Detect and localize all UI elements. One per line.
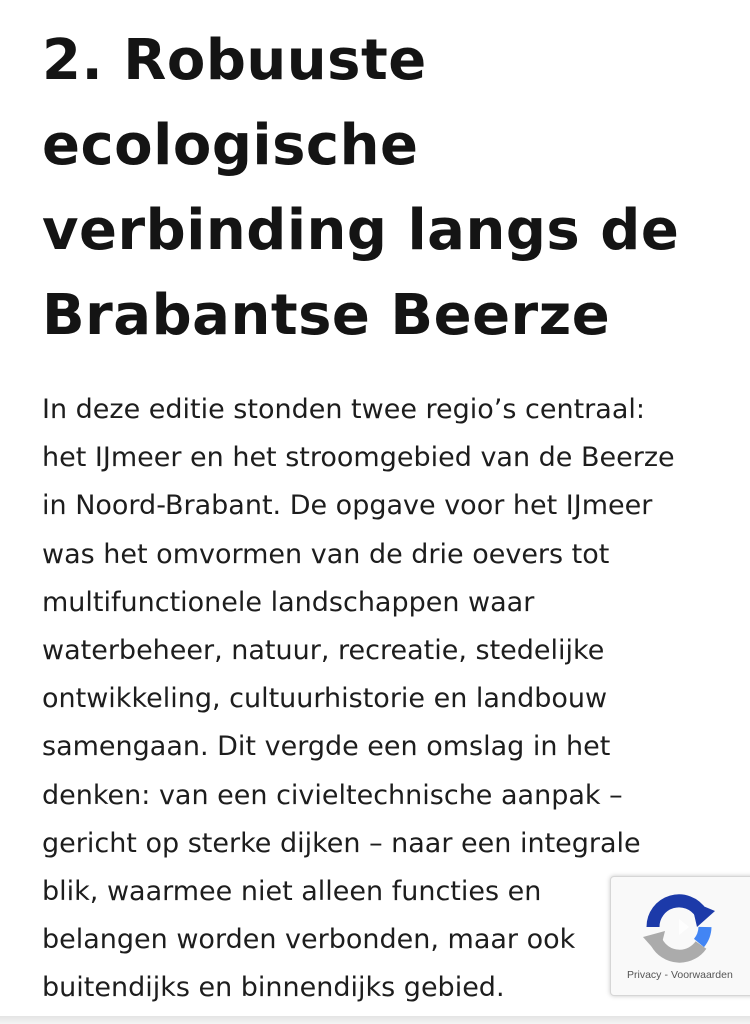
links-separator: - xyxy=(664,969,668,981)
recaptcha-logo-icon[interactable] xyxy=(639,887,719,967)
heading-line: 2. Robuuste xyxy=(42,28,427,93)
paragraph-line: waterbeheer, natuur, recreatie, stedelijke xyxy=(42,635,605,667)
paragraph-line: het IJmeer en het stroomgebied van de Beerze xyxy=(42,442,675,474)
terms-link[interactable]: Voorwaarden xyxy=(670,969,733,981)
recaptcha-badge[interactable] xyxy=(610,876,750,996)
article-heading xyxy=(42,18,722,358)
heading-line: Brabantse Beerze xyxy=(42,283,611,348)
heading-line: ecologische xyxy=(42,113,419,178)
paragraph-line: gericht op sterke dijken – naar een integrale xyxy=(42,827,641,859)
paragraph-line: In deze editie stonden twee regio’s centraal: xyxy=(42,394,645,425)
paragraph-line: denken: van een civieltechnische aanpak – xyxy=(42,779,623,811)
bottom-divider xyxy=(0,1016,750,1024)
paragraph-line: in Noord-Brabant. De opgave voor het IJmeer xyxy=(42,490,653,522)
paragraph-line: samengaan. Dit vergde een omslag in het xyxy=(42,731,611,763)
privacy-link[interactable]: Privacy xyxy=(627,969,662,981)
paragraph-line: buitendijks en binnendijks gebied. xyxy=(42,972,505,1004)
paragraph-line: belangen worden verbonden, maar ook xyxy=(42,924,576,956)
paragraph-line: ontwikkeling, cultuurhistorie en landbouw xyxy=(42,683,608,715)
paragraph-line: blik, waarmee niet alleen functies en xyxy=(42,876,542,908)
recaptcha-links xyxy=(627,969,733,981)
article xyxy=(42,18,722,1013)
paragraph-line: was het omvormen van de drie oevers tot xyxy=(42,538,610,570)
heading-line: verbinding langs de xyxy=(42,198,680,263)
paragraph-line: multifunctionele landschappen waar xyxy=(42,586,535,618)
